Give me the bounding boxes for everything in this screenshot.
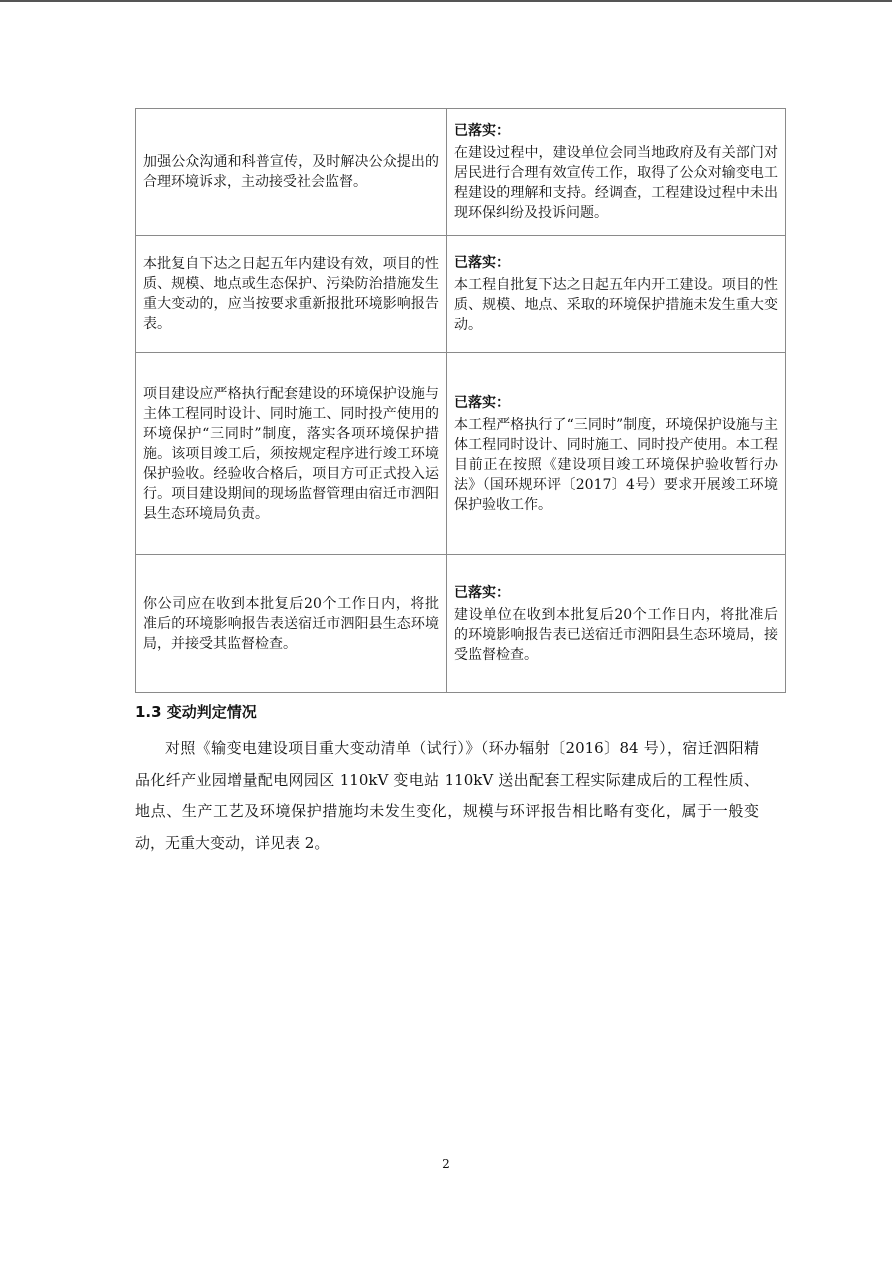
requirement-cell: 项目建设应严格执行配套建设的环境保护设施与主体工程同时设计、同时施工、同时投产使用的环境保护“三同时”制度，落实各项环境保护措施。该项目竣工后，须按规定程序进行竣工环境保护验收。经验收合格后，项目方可正式投入运行。项目建设期间的现场监督管理由宿迁市泗阳县生态环境局负责。 <box>136 353 447 555</box>
status-label: 已落实： <box>454 584 510 601</box>
table-row <box>136 109 786 236</box>
section-heading: 1.3 变动判定情况 <box>135 703 257 721</box>
requirement-cell: 本批复自下达之日起五年内建设有效，项目的性质、规模、地点或生态保护、污染防治措施发生重大变动的，应当按要求重新报批环境影响报告表。 <box>136 236 447 353</box>
status-label: 已落实： <box>454 123 510 139</box>
status-label: 已落实： <box>454 394 510 411</box>
table-row <box>136 236 786 353</box>
status-cell <box>447 353 786 555</box>
requirement-cell: 加强公众沟通和科普宣传，及时解决公众提出的合理环境诉求，主动接受社会监督。 <box>136 109 447 236</box>
status-cell <box>447 236 786 353</box>
requirements-table <box>135 108 786 693</box>
header-rule <box>0 0 892 2</box>
section-paragraph: 对照《输变电建设项目重大变动清单（试行）》（环办辐射〔2016〕84 号），宿迁泗阳精品化纤产业园增量配电网园区 110kV 变电站 110kV 送出配套工程实际建成后的工程性质、地点、生产工艺及环境保护措施均未发生变化，规模与环评报告相比略有变化，属于一般变动，无重大变动，详见表 2。 <box>135 739 759 852</box>
page-number: 2 <box>442 1157 450 1171</box>
status-text: 本工程严格执行了“三同时”制度，环境保护设施与主体工程同时设计、同时施工、同时投产使用。本工程目前正在按照《建设项目竣工环境保护验收暂行办法》（国环规环评〔2017〕4号）要求开展竣工环境保护验收工作。 <box>454 416 778 513</box>
status-cell <box>447 109 786 236</box>
requirement-cell: 你公司应在收到本批复后20个工作日内，将批准后的环境影响报告表送宿迁市泗阳县生态环境局，并接受其监督检查。 <box>136 555 447 693</box>
status-cell <box>447 555 786 693</box>
status-label: 已落实： <box>454 255 510 271</box>
status-text: 本工程自批复下达之日起五年内开工建设。项目的性质、规模、地点、采取的环境保护措施未发生重大变动。 <box>454 277 778 333</box>
table-row <box>136 555 786 693</box>
status-text: 在建设过程中，建设单位会同当地政府及有关部门对居民进行合理有效宣传工作，取得了公众对输变电工程建设的理解和支持。经调查，工程建设过程中未出现环保纠纷及投诉问题。 <box>454 145 778 221</box>
table-row <box>136 353 786 555</box>
requirements-table-container <box>135 108 778 693</box>
status-text: 建设单位在收到本批复后20个工作日内，将批准后的环境影响报告表已送宿迁市泗阳县生态环境局，接受监督检查。 <box>454 606 778 663</box>
